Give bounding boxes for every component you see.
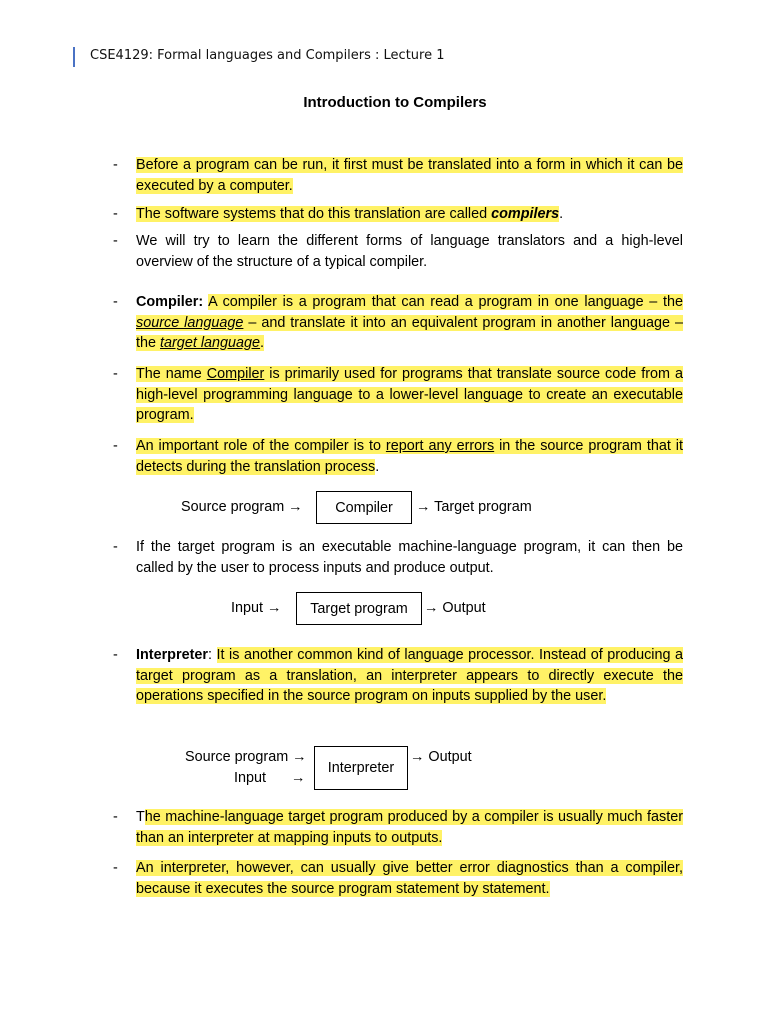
term-source-language: source language bbox=[136, 314, 244, 331]
diagram-compiler-label: Compiler bbox=[335, 499, 393, 516]
list-item bbox=[113, 807, 683, 848]
term-compiler: Compiler bbox=[206, 366, 265, 382]
term-target-language: target language bbox=[160, 335, 261, 351]
diagram-target-program-box bbox=[296, 592, 422, 625]
diagram-target-program-label: Target program bbox=[310, 600, 408, 617]
item-text: . bbox=[260, 335, 265, 351]
item-text: in the source program that it detects during the translation process bbox=[136, 438, 684, 475]
item-text: Before a program can be run, it first must be translated into a form in which it can be executed by a computer. bbox=[136, 157, 683, 194]
diagram-target-output: → Target program bbox=[416, 499, 532, 515]
diagram-output-label: → Output bbox=[424, 600, 486, 616]
item-text: An interpreter, however, can usually give better error diagnostics than a compiler, because it executes the source program statement by statement. bbox=[136, 860, 683, 897]
list-item bbox=[113, 292, 683, 354]
item-text: It is another common kind of language processor. Instead of producing a target program as a translation, an interpreter appears to directly execute the operations specified in the source program on inputs supplied by the user. bbox=[136, 647, 684, 704]
list-item bbox=[113, 155, 683, 196]
item-text: The software systems that do this translation are called bbox=[136, 206, 492, 222]
page-title: Introduction to Compilers bbox=[303, 94, 487, 111]
list-item bbox=[113, 537, 683, 578]
bullet-dash: - bbox=[113, 809, 118, 825]
item-text: A compiler is a program that can read a program in one language – the bbox=[208, 294, 683, 310]
emphasis-compilers: compilers bbox=[491, 206, 560, 222]
term-report-errors: report any errors bbox=[385, 438, 495, 454]
diagram-output-label: → Output bbox=[410, 749, 472, 765]
item-text: An important role of the compiler is to bbox=[136, 438, 386, 454]
list-item bbox=[113, 436, 683, 477]
item-text: The name bbox=[136, 366, 207, 382]
header-accent-bar bbox=[73, 47, 75, 67]
item-text-end: . bbox=[375, 458, 380, 475]
item-text-end: . bbox=[559, 206, 564, 222]
item-text: If the target program is an executable machine-language program, it can then be called by the user to process inputs and produce output. bbox=[136, 539, 683, 576]
bullet-dash: - bbox=[113, 206, 118, 222]
bullet-dash: - bbox=[113, 860, 118, 876]
bullet-dash: - bbox=[113, 157, 118, 173]
list-item bbox=[113, 645, 683, 707]
list-item bbox=[113, 364, 683, 426]
bullet-dash: - bbox=[113, 438, 118, 454]
diagram-interpreter-label: Interpreter bbox=[327, 760, 395, 776]
diagram-input-label: Input bbox=[234, 770, 267, 786]
bullet-dash: - bbox=[113, 233, 118, 249]
diagram-source-input: Source program → bbox=[181, 499, 303, 515]
list-item bbox=[113, 231, 683, 272]
diagram-input-arrow: → bbox=[291, 770, 306, 786]
diagram-input-label: Input → bbox=[231, 600, 282, 616]
bullet-dash: - bbox=[113, 366, 118, 382]
diagram-source-input: Source program → bbox=[185, 749, 307, 765]
term-label-compiler: Compiler: bbox=[136, 294, 204, 310]
bullet-dash: - bbox=[113, 539, 118, 555]
label-colon: : bbox=[207, 647, 217, 663]
item-text: he machine-language target program produced by a compiler is usually much faster than an interpreter at mapping inputs to outputs. bbox=[136, 809, 683, 846]
term-label-interpreter: Interpreter bbox=[136, 647, 208, 663]
diagram-compiler-box bbox=[316, 491, 412, 524]
bullet-dash: - bbox=[113, 294, 118, 310]
item-text-first: T bbox=[136, 809, 145, 825]
item-text: – and translate it into an equivalent program in another language – the bbox=[136, 314, 683, 351]
bullet-dash: - bbox=[113, 647, 118, 663]
page-header: CSE4129: Formal languages and Compilers : Lecture 1 bbox=[90, 48, 445, 63]
item-text: is primarily used for programs that translate source code from a high-level programming language to a lower-level language to create an executable program. bbox=[136, 366, 683, 423]
list-item bbox=[113, 858, 683, 899]
diagram-interpreter-box bbox=[314, 746, 408, 790]
item-text: We will try to learn the different forms of language translators and a high-level overview of the structure of a typical compiler. bbox=[136, 233, 683, 270]
list-item bbox=[113, 204, 683, 225]
